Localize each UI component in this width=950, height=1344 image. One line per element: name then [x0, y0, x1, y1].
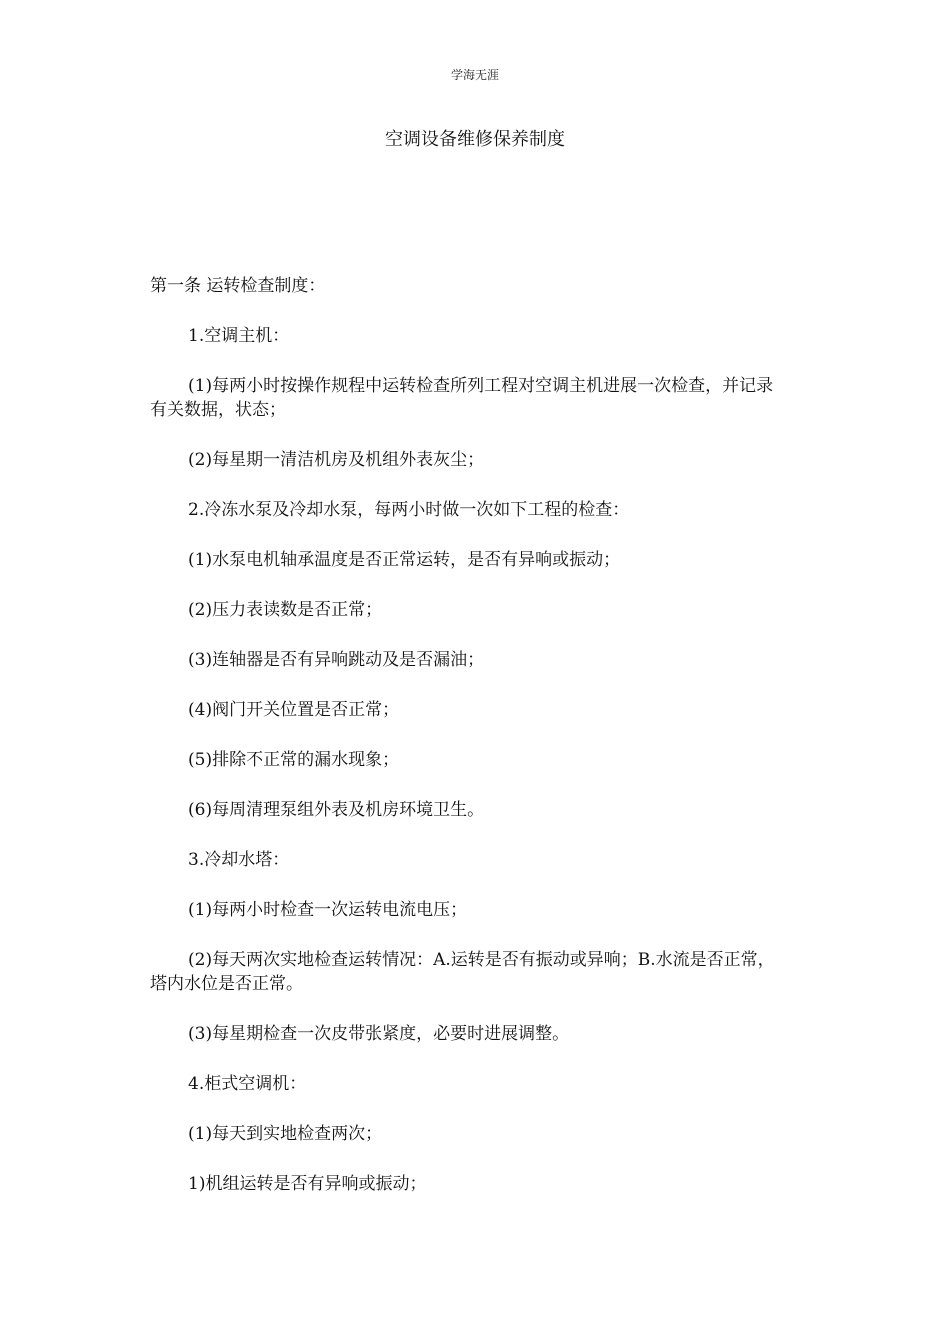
- paragraph: (1)每两小时检查一次运转电流电压；: [188, 900, 468, 920]
- paragraph: (4)阀门开关位置是否正常；: [188, 700, 400, 720]
- paragraph: (2)每星期一清洁机房及机组外表灰尘；: [188, 450, 485, 470]
- paragraph: 1)机组运转是否有异响或振动；: [188, 1174, 427, 1194]
- page-header: 学海无涯: [450, 68, 499, 82]
- paragraph: (2)压力表读数是否正常；: [188, 600, 383, 620]
- paragraph: 4.柜式空调机：: [188, 1074, 307, 1094]
- paragraph: 1.空调主机：: [188, 326, 290, 346]
- document-title: 空调设备维修保养制度: [385, 129, 565, 150]
- paragraph: 3.冷却水塔：: [188, 850, 290, 870]
- paragraph: (1)每天到实地检查两次；: [188, 1124, 383, 1144]
- paragraph: (2)每天两次实地检查运转情况：A.运转是否有振动或异响；B.水流是否正常，塔内水位是否正常。: [150, 950, 775, 994]
- section-heading: 第一条 运转检查制度：: [150, 276, 326, 296]
- paragraph: (6)每周清理泵组外表及机房环境卫生。: [188, 800, 485, 820]
- paragraph: (1)每两小时按操作规程中运转检查所列工程对空调主机进展一次检查，并记录有关数据，状态；: [150, 376, 774, 420]
- paragraph: (3)每星期检查一次皮带张紧度，必要时进展调整。: [188, 1024, 570, 1044]
- paragraph: (1)水泵电机轴承温度是否正常运转，是否有异响或振动；: [188, 550, 621, 570]
- document-body: [150, 274, 790, 1222]
- paragraph: (5)排除不正常的漏水现象；: [188, 750, 400, 770]
- paragraph: 2.冷冻水泵及冷却水泵，每两小时做一次如下工程的检查：: [188, 500, 630, 520]
- paragraph: (3)连轴器是否有异响跳动及是否漏油；: [188, 650, 485, 670]
